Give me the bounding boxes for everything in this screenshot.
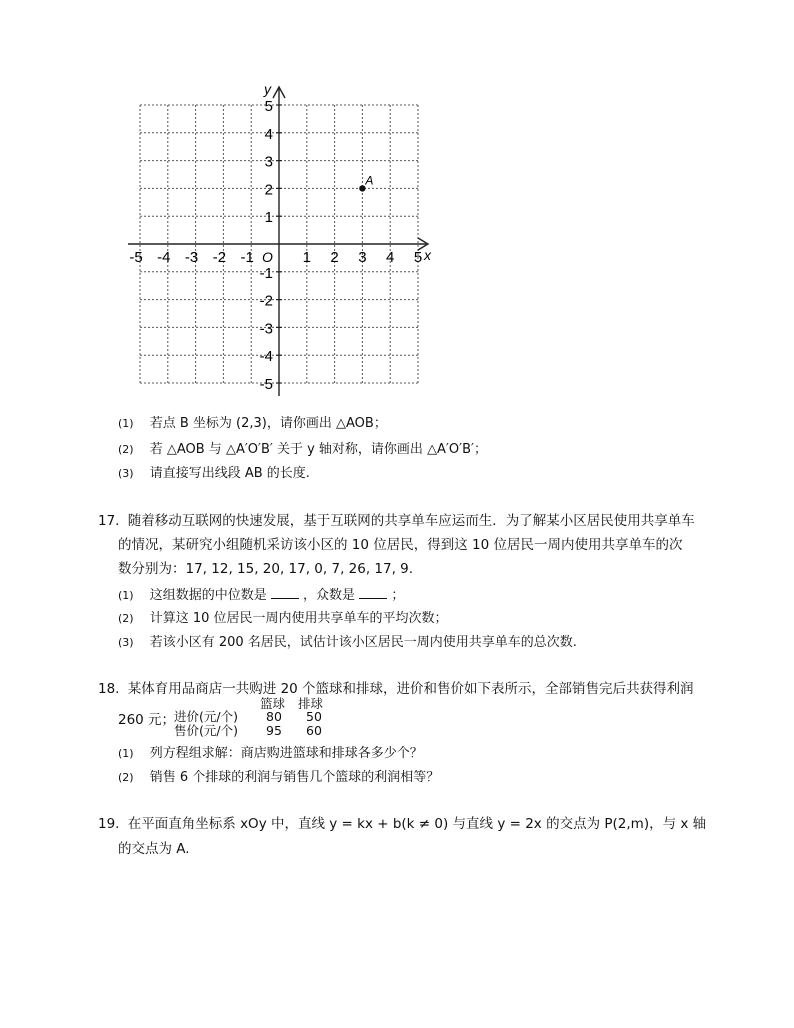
- q17-item-1-text-a: 这组数据的中位数是: [149, 588, 267, 603]
- q16-item-1: [118, 416, 387, 432]
- x-tick-label: 3: [358, 249, 367, 266]
- q18-line-2: 260 元；: [118, 712, 176, 728]
- q17-item-3: [118, 635, 577, 651]
- q17-line-3: 数分别为：17, 12, 15, 20, 17, 0, 7, 26, 17, 9.: [118, 561, 414, 577]
- table-header-volleyball: 排球: [298, 696, 324, 711]
- q18-item-1-num: (1): [118, 747, 134, 760]
- q17-text-1: 随着移动互联网的快速发展，基于互联网的共享单车应运而生．为了解某小区居民使用共享单车: [127, 513, 695, 529]
- y-tick-label: -4: [259, 348, 273, 366]
- x-tick-label: -5: [129, 249, 143, 266]
- q18-line-1: [98, 681, 694, 697]
- table-row-price-label: 售价(元/个): [174, 723, 238, 738]
- table-header-basketball: 篮球: [260, 696, 286, 711]
- q16-item-1-text: 若点 B 坐标为 (2,3)，请你画出 △AOB；: [149, 416, 387, 431]
- q18-item-2-num: (2): [118, 771, 134, 784]
- x-tick-label: 1: [302, 249, 311, 266]
- y-tick-label: -3: [259, 320, 273, 338]
- x-tick-label: -2: [212, 249, 227, 266]
- x-tick-label: 5: [413, 249, 423, 266]
- y-tick-label: 1: [264, 209, 273, 227]
- q18-item-2: [118, 770, 439, 786]
- y-tick-label: 4: [264, 125, 273, 143]
- q17-number: 17.: [98, 513, 120, 529]
- q19-line-1: [98, 816, 706, 832]
- q16-item-1-num: (1): [118, 417, 134, 430]
- x-tick-label: -4: [157, 249, 171, 266]
- table-row-price-basketball: 95: [266, 723, 282, 738]
- q17-item-1-num: (1): [118, 589, 134, 602]
- q18-item-1: [118, 746, 423, 762]
- q19-number: 19.: [98, 816, 120, 832]
- x-tick-label: -3: [184, 249, 199, 266]
- q17-item-3-text: 若该小区有 200 名居民，试估计该小区居民一周内使用共享单车的总次数.: [149, 635, 577, 650]
- q17-item-1-text-c: ；: [391, 588, 405, 603]
- y-tick-label: 3: [264, 153, 273, 171]
- q16-item-2: [118, 442, 487, 458]
- origin-label: O: [262, 249, 273, 265]
- table-row-cost-basketball: 80: [266, 709, 282, 724]
- median-answer-blank[interactable]: [271, 586, 299, 599]
- table-row-cost-label: 进价(元/个): [174, 709, 238, 724]
- q18-item-1-text: 列方程组求解：商店购进篮球和排球各多少个？: [149, 746, 423, 761]
- q17-item-2-num: (2): [118, 612, 134, 625]
- y-tick-label: 5: [264, 98, 273, 115]
- q17-line-1: [98, 513, 695, 529]
- q16-item-3-num: (3): [118, 467, 134, 480]
- q17-item-2: [118, 611, 448, 627]
- mode-answer-blank[interactable]: [359, 586, 387, 599]
- q17-item-3-num: (3): [118, 636, 134, 649]
- x-tick-labels: [129, 249, 422, 266]
- y-tick-label: 2: [264, 181, 273, 199]
- table-row-price-volleyball: 60: [306, 723, 322, 738]
- y-tick-label: -1: [259, 264, 273, 282]
- y-tick-label: -5: [259, 376, 273, 393]
- q19-line-2: 的交点为 A.: [118, 841, 190, 857]
- q19-text-1: 在平面直角坐标系 xOy 中，直线 y = kx + b(k ≠ 0) 与直线 y = 2x 的交点为 P(2,m)，与 x 轴: [127, 816, 707, 832]
- x-tick-label: -1: [240, 249, 254, 266]
- q16-item-2-text: 若 △AOB 与 △A′O′B′ 关于 y 轴对称，请你画出 △A′O′B′；: [149, 442, 487, 457]
- table-row-cost-volleyball: 50: [306, 709, 322, 724]
- coordinate-graph: [120, 78, 440, 400]
- q17-item-2-text: 计算这 10 位居民一周内使用共享单车的平均次数；: [149, 611, 448, 626]
- x-tick-label: 4: [386, 249, 395, 266]
- q18-text-1: 某体育用品商店一共购进 20 个篮球和排球，进价和售价如下表所示，全部销售完后共获得利润: [127, 681, 694, 697]
- q18-number: 18.: [98, 681, 120, 697]
- q17-line-2: 的情况，某研究小组随机采访该小区的 10 位居民，得到这 10 位居民一周内使用共享单车的次: [118, 537, 683, 553]
- point-a-label: A: [365, 173, 374, 188]
- q17-item-1-text-b: ，众数是: [303, 588, 356, 603]
- q17-item-1: [118, 586, 404, 604]
- q16-item-2-num: (2): [118, 443, 134, 456]
- y-axis-label: y: [264, 81, 271, 97]
- q16-item-3: [118, 466, 310, 482]
- q18-item-2-text: 销售 6 个排球的利润与销售几个篮球的利润相等？: [149, 770, 440, 785]
- x-axis-label: x: [424, 247, 431, 263]
- y-tick-label: -2: [259, 292, 273, 310]
- q16-item-3-text: 请直接写出线段 AB 的长度.: [149, 466, 310, 481]
- x-tick-label: 2: [330, 249, 339, 266]
